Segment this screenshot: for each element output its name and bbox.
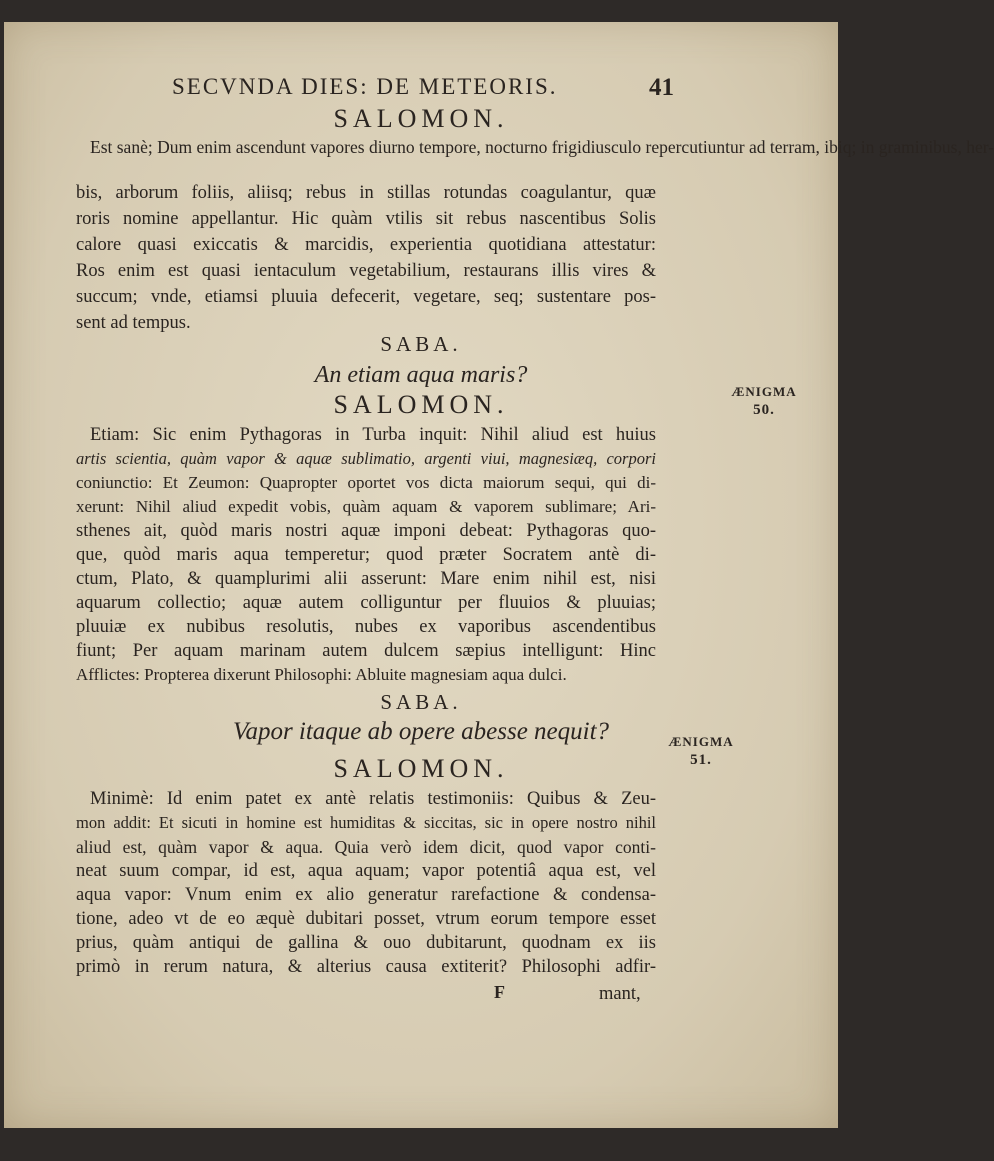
margin-note-number: 51. <box>690 752 712 768</box>
speaker-heading: SALOMON. <box>333 390 509 419</box>
text-line: tione, adeo vt de eo æquè dubitari posset, vtrum eorum tempore esset <box>76 909 656 929</box>
speaker-heading: SABA. <box>380 332 462 356</box>
margin-note-label: ÆNIGMA <box>668 734 734 749</box>
text-line: bis, arborum foliis, aliisq; rebus in stillas rotundas coagulantur, quæ <box>76 183 656 203</box>
text-line: prius, quàm antiqui de gallina & ouo dubitarunt, quodnam ex iis <box>76 933 656 953</box>
signature-mark: F <box>494 982 505 1002</box>
text-line: xerunt: Nihil aliud expedit vobis, quàm aquam & vaporem sublimare; Ari- <box>76 497 656 516</box>
text-line: primò in rerum natura, & alterius causa extiterit? Philosophi adfir- <box>76 957 656 977</box>
text-line: Est sanè; Dum enim ascendunt vapores diurno tempore, nocturno frigidiusculo repercutiuntur ad terram, ibiq; in graminibus, her- <box>90 137 994 157</box>
question-text: Vapor itaque ab opere abesse nequit? <box>232 718 610 745</box>
text-line: pluuiæ ex nubibus resolutis, nubes ex vaporibus ascendentibus <box>76 617 656 637</box>
text-line: que, quòd maris aqua temperetur; quod præter Socratem antè di- <box>76 545 656 565</box>
text-line: aliud est, quàm vapor & aqua. Quia verò idem dicit, quod vapor conti- <box>76 837 656 857</box>
page-number: 41 <box>649 74 674 101</box>
speaker-heading: SALOMON. <box>333 754 509 783</box>
speaker-heading: SALOMON. <box>333 104 509 133</box>
text-line: roris nomine appellantur. Hic quàm vtilis sit rebus nascentibus Solis <box>76 209 656 229</box>
margin-note-label: ÆNIGMA <box>731 384 797 399</box>
book-page <box>4 22 994 1128</box>
text-line: calore quasi exiccatis & marcidis, experientia quotidiana attestatur: <box>76 235 656 255</box>
text-line: artis scientia, quàm vapor & aquæ sublimatio, argenti viui, magnesiæq, corpori <box>76 449 656 468</box>
text-line: Etiam: Sic enim Pythagoras in Turba inquit: Nihil aliud est huius <box>90 425 656 445</box>
speaker-heading: SABA. <box>380 690 462 714</box>
text-line: succum; vnde, etiamsi pluuia defecerit, vegetare, seq; sustentare pos- <box>76 287 656 307</box>
text-line: aquarum collectio; aquæ autem colliguntur per fluuios & pluuias; <box>76 593 656 613</box>
catchword: mant, <box>599 984 641 1004</box>
text-line: Afflictes: Propterea dixerunt Philosophi: Abluite magnesiam aqua dulci. <box>76 665 567 684</box>
text-line: Ros enim est quasi ientaculum vegetabilium, restaurans illis vires & <box>76 261 656 281</box>
text-line: fiunt; Per aquam marinam autem dulcem sæpius intelligunt: Hinc <box>76 641 656 661</box>
text-line: mon addit: Et sicuti in homine est humiditas & siccitas, sic in opere nostro nihil <box>76 813 656 832</box>
text-line: Minimè: Id enim patet ex antè relatis testimoniis: Quibus & Zeu- <box>90 789 656 809</box>
text-line: sent ad tempus. <box>76 313 191 333</box>
running-title: SECVNDA DIES: DE METEORIS. <box>172 74 558 99</box>
text-line: ctum, Plato, & quamplurimi alii asserunt: Mare enim nihil est, nisi <box>76 569 656 589</box>
text-line: sthenes ait, quòd maris nostri aquæ imponi debeat: Pythagoras quo- <box>76 521 656 541</box>
text-line: neat suum compar, id est, aqua aquam; vapor potentiâ aqua est, vel <box>76 861 656 881</box>
text-line: aqua vapor: Vnum enim ex alio generatur rarefactione & condensa- <box>76 885 656 905</box>
margin-note-number: 50. <box>753 402 775 418</box>
question-text: An etiam aqua maris? <box>314 362 528 388</box>
text-line: coniunctio: Et Zeumon: Quapropter oportet vos dicta maiorum sequi, qui di- <box>76 473 656 492</box>
